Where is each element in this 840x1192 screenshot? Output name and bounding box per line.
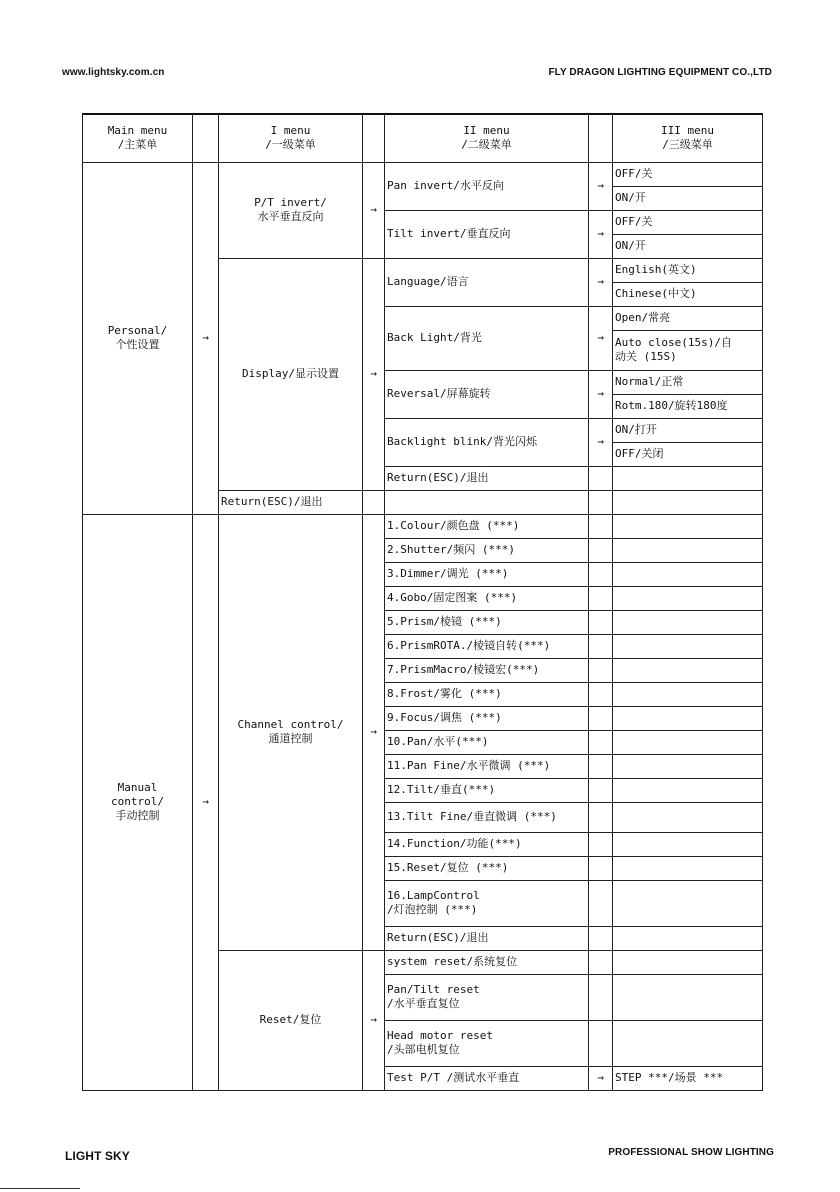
option-on: ON/开 xyxy=(613,186,763,210)
arrow-icon: → xyxy=(363,950,385,1090)
channel-item: 6.PrismROTA./棱镜自转(***) xyxy=(385,634,589,658)
arrow-icon: → xyxy=(363,514,385,950)
table-row xyxy=(83,162,763,186)
option-blink-on: ON/打开 xyxy=(613,418,763,442)
header-website: www.lightsky.com.cn xyxy=(62,67,165,78)
channel-item: 4.Gobo/固定图案 (***) xyxy=(385,586,589,610)
arrow-icon: → xyxy=(363,162,385,258)
channel-item: 2.Shutter/频闪 (***) xyxy=(385,538,589,562)
main-personal: Personal/ 个性设置 xyxy=(83,162,193,514)
option-rotate: Rotm.180/旋转180度 xyxy=(613,394,763,418)
footer-tagline: PROFESSIONAL SHOW LIGHTING xyxy=(608,1147,774,1158)
channel-item: 3.Dimmer/调光 (***) xyxy=(385,562,589,586)
footer-divider xyxy=(0,1188,80,1189)
menu-test-pt: Test P/T /测试水平垂直 xyxy=(385,1066,589,1090)
menu-channel-control: Channel control/ 通道控制 xyxy=(219,514,363,950)
main-manual-control: Manual control/ 手动控制 xyxy=(83,514,193,1090)
channel-lamp-control: 16.LampControl /灯泡控制 (***) xyxy=(385,880,589,926)
channel-item: 15.Reset/复位 (***) xyxy=(385,856,589,880)
option-english: English(英文) xyxy=(613,258,763,282)
menu-language: Language/语言 xyxy=(385,258,589,306)
menu-reversal: Reversal/屏幕旋转 xyxy=(385,370,589,418)
arrow-icon: → xyxy=(589,1066,613,1090)
menu-pan-invert: Pan invert/水平反向 xyxy=(385,162,589,210)
arrow-icon: → xyxy=(363,258,385,490)
header-company: FLY DRAGON LIGHTING EQUIPMENT CO.,LTD xyxy=(548,67,772,78)
option-off: OFF/关 xyxy=(613,162,763,186)
channel-item: 1.Colour/颜色盘 (***) xyxy=(385,514,589,538)
menu-return-personal: Return(ESC)/退出 xyxy=(219,490,363,514)
option-auto-close: Auto close(15s)/自 动关 (15S) xyxy=(613,330,763,370)
option-on: ON/开 xyxy=(613,234,763,258)
menu-table xyxy=(82,113,763,1091)
menu-back-light: Back Light/背光 xyxy=(385,306,589,370)
channel-item: 7.PrismMacro/棱镜宏(***) xyxy=(385,658,589,682)
arrow-icon: → xyxy=(589,210,613,258)
menu-system-reset: system reset/系统复位 xyxy=(385,950,589,974)
menu-return-display: Return(ESC)/退出 xyxy=(385,466,589,490)
channel-item: 9.Focus/调焦 (***) xyxy=(385,706,589,730)
channel-item: 13.Tilt Fine/垂直微调 (***) xyxy=(385,802,589,832)
option-off: OFF/关 xyxy=(613,210,763,234)
header-main-menu: Main menu /主菜单 xyxy=(83,114,193,162)
arrow-icon: → xyxy=(589,370,613,418)
arrow-icon: → xyxy=(589,306,613,370)
table-row xyxy=(83,514,763,538)
arrow-icon: → xyxy=(193,514,219,1090)
channel-item: 10.Pan/水平(***) xyxy=(385,730,589,754)
header-row xyxy=(83,114,763,162)
menu-pt-invert: P/T invert/ 水平垂直反向 xyxy=(219,162,363,258)
channel-item: 12.Tilt/垂直(***) xyxy=(385,778,589,802)
arrow-icon: → xyxy=(193,162,219,514)
footer-brand: LIGHT SKY xyxy=(65,1149,130,1163)
option-open: Open/常亮 xyxy=(613,306,763,330)
option-chinese: Chinese(中文) xyxy=(613,282,763,306)
option-blink-off: OFF/关闭 xyxy=(613,442,763,466)
option-step: STEP ***/场景 *** xyxy=(613,1066,763,1090)
menu-reset: Reset/复位 xyxy=(219,950,363,1090)
header-level1-menu: I menu /一级菜单 xyxy=(219,114,363,162)
arrow-icon: → xyxy=(589,162,613,210)
channel-item: 5.Prism/棱镜 (***) xyxy=(385,610,589,634)
header-level3-menu: III menu /三级菜单 xyxy=(613,114,763,162)
channel-item: 14.Function/功能(***) xyxy=(385,832,589,856)
menu-return-channel: Return(ESC)/退出 xyxy=(385,926,589,950)
arrow-icon: → xyxy=(589,258,613,306)
menu-tilt-invert: Tilt invert/垂直反向 xyxy=(385,210,589,258)
menu-pt-reset: Pan/Tilt reset /水平垂直复位 xyxy=(385,974,589,1020)
channel-item: 8.Frost/雾化 (***) xyxy=(385,682,589,706)
menu-backlight-blink: Backlight blink/背光闪烁 xyxy=(385,418,589,466)
arrow-icon: → xyxy=(589,418,613,466)
channel-item: 11.Pan Fine/水平微调 (***) xyxy=(385,754,589,778)
menu-display: Display/显示设置 xyxy=(219,258,363,490)
header-level2-menu: II menu /二级菜单 xyxy=(385,114,589,162)
option-normal: Normal/正常 xyxy=(613,370,763,394)
menu-head-reset: Head motor reset /头部电机复位 xyxy=(385,1020,589,1066)
